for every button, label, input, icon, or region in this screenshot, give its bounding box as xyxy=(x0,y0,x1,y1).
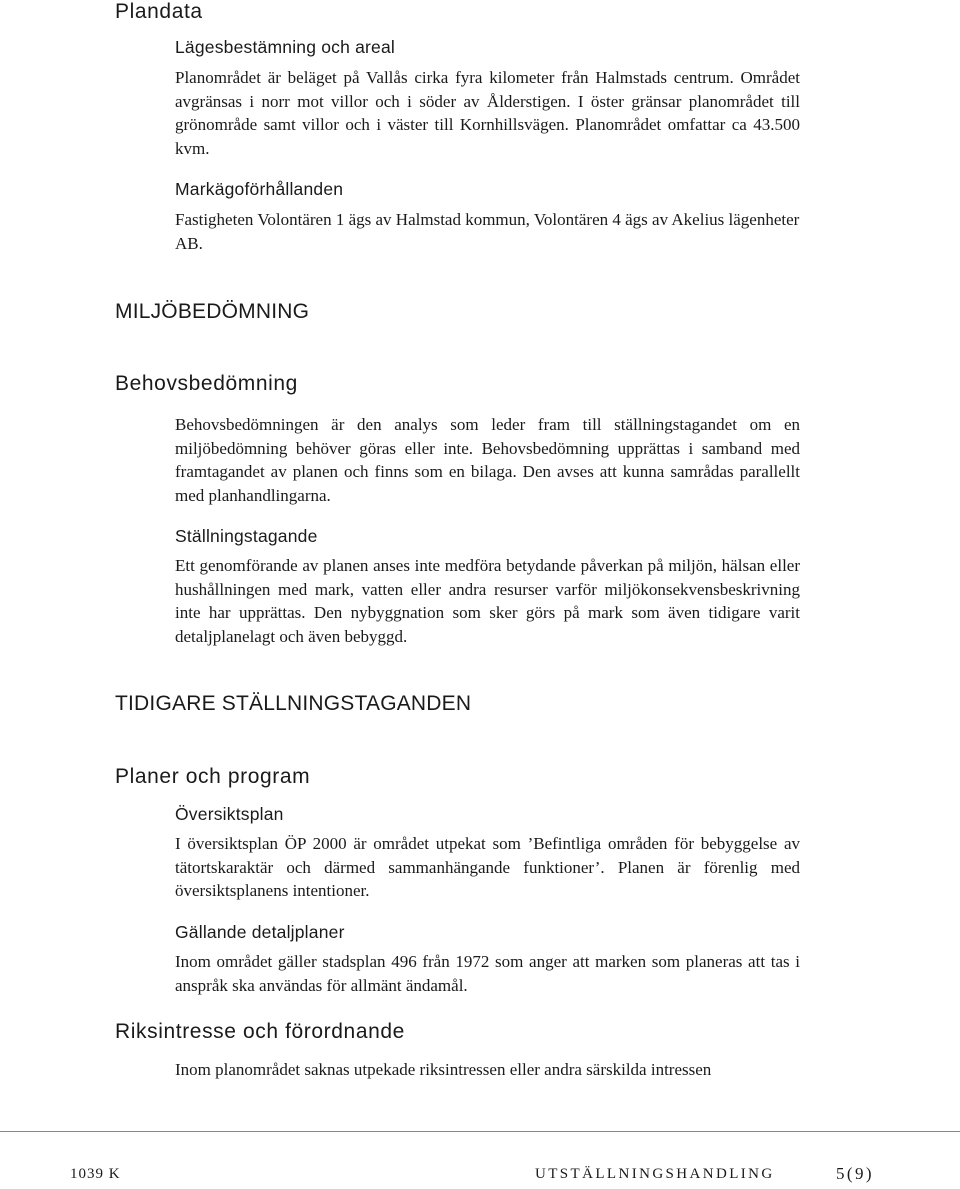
footer-document-type: UTSTÄLLNINGSHANDLING xyxy=(535,1166,775,1182)
section-title-previous-positions: TIDIGARE STÄLLNINGSTAGANDEN xyxy=(115,692,472,715)
paragraph-land-ownership: Fastigheten Volontären 1 ägs av Halmstad kommun, Volontären 4 ägs av Akelius lägenheter AB. xyxy=(175,210,800,253)
section-title-environmental-assessment: MILJÖBEDÖMNING xyxy=(115,300,310,323)
footer-page-number: 5(9) xyxy=(836,1164,874,1183)
heading-needs-assessment: Behovsbedömning xyxy=(115,372,298,395)
footer-document-number: 1039 K xyxy=(70,1166,121,1182)
paragraph-position: Ett genomförande av planen anses inte medföra betydande påverkan på miljön, hälsan eller hushållningen med mark, vatten eller andra resurser varför miljökonsekvensbeskrivning inte har upprättas. Den nybyggnation som sker görs på mark som även tidigare varit detaljplanelagt och även bebyggd. xyxy=(175,556,800,646)
heading-detail-plans: Gällande detaljplaner xyxy=(175,922,345,942)
heading-overview-plan: Översiktsplan xyxy=(175,804,284,824)
heading-land-ownership: Markägoförhållanden xyxy=(175,179,344,199)
paragraph-national-interest: Inom planområdet saknas utpekade riksintressen eller andra särskilda intressen xyxy=(175,1060,712,1079)
heading-location-area: Lägesbestämning och areal xyxy=(175,37,396,57)
heading-plans-programs: Planer och program xyxy=(115,765,311,788)
paragraph-detail-plans: Inom området gäller stadsplan 496 från 1972 som anger att marken som planeras att tas i anspråk ska användas för allmänt ändamål. xyxy=(175,952,800,995)
paragraph-overview-plan: I översiktsplan ÖP 2000 är området utpekat som ’Befintliga områden för bebyggelse av tätortskaraktär och därmed sammanhängande funktioner’. Planen är förenlig med översiktsplanens intentioner. xyxy=(175,834,800,900)
footer-divider xyxy=(0,1131,960,1132)
paragraph-location-area: Planområdet är beläget på Vallås cirka fyra kilometer från Halmstads centrum. Området avgränsas i norr mot villor och i söder av Ålderstigen. I öster gränsar planområdet till grönområde samt villor och i väster till Kornhillsvägen. Planområdet omfattar ca 43.500 kvm. xyxy=(175,68,800,158)
heading-national-interest: Riksintresse och förordnande xyxy=(115,1020,405,1043)
heading-position: Ställningstagande xyxy=(175,526,318,546)
section-title-plandata: Plandata xyxy=(115,0,203,23)
paragraph-needs-assessment: Behovsbedömningen är den analys som leder fram till ställningstagandet om en miljöbedömning behöver göras eller inte. Behovsbedömning upprättas i samband med framtagandet av planen och finns som en bilaga. Den avses att kunna samrådas parallellt med planhandlingarna. xyxy=(175,415,800,505)
